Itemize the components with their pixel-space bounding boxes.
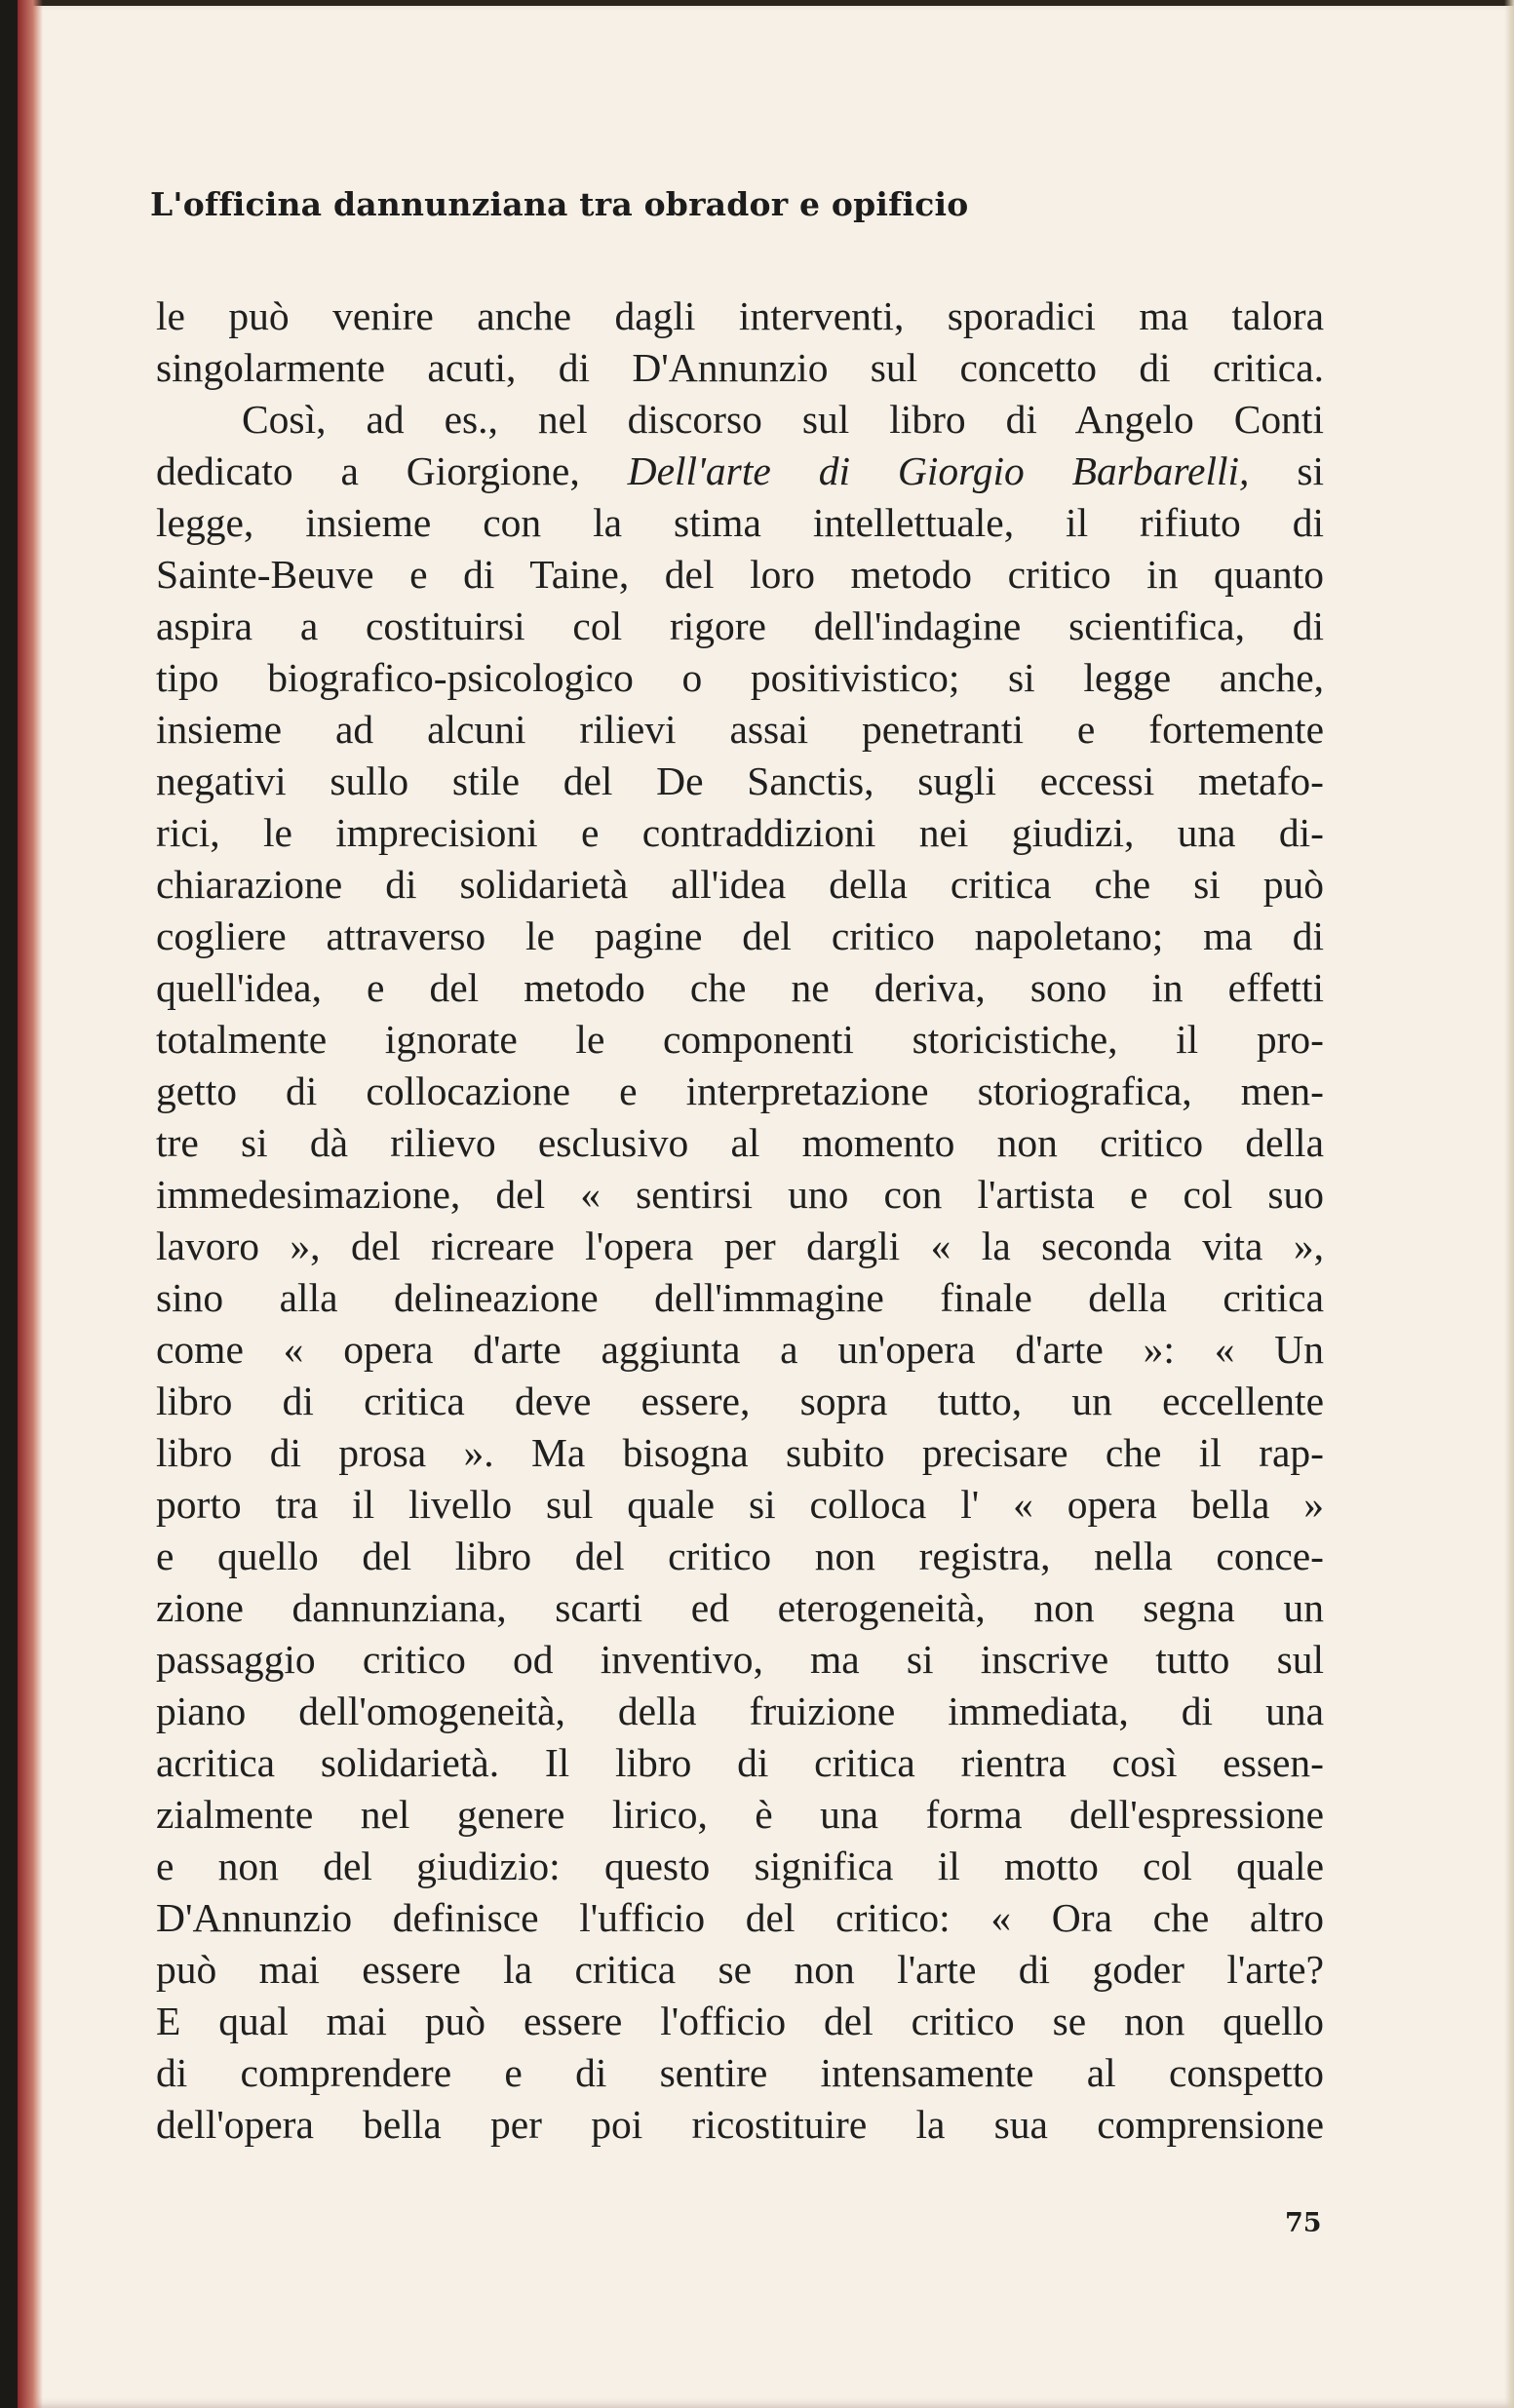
- text-line: quell'idea, e del metodo che ne deriva, sono in effetti: [156, 965, 1324, 1010]
- text-line: singolarmente acuti, di D'Annunzio sul concetto di critica.: [156, 345, 1324, 390]
- text-line: libro di prosa ». Ma bisogna subito precisare che il rap-: [156, 1430, 1324, 1475]
- text-line: aspira a costituirsi col rigore dell'indagine scientifica, di: [156, 603, 1324, 648]
- text-line: tre si dà rilievo esclusivo al momento non critico della: [156, 1120, 1324, 1165]
- text-line-with-title: dedicato a Giorgione, Dell'arte di Giorgio Barbarelli, si: [156, 448, 1325, 493]
- text-line: totalmente ignorate le componenti storicistiche, il pro-: [156, 1017, 1324, 1062]
- text-line: immedesimazione, del « sentirsi uno con l'artista e col suo: [156, 1172, 1324, 1217]
- body-paragraph: [156, 291, 1324, 2151]
- book-title: Dell'arte di Giorgio Barbarelli,: [627, 448, 1250, 493]
- text-line: negativi sullo stile del De Sanctis, sugli eccessi metafo-: [156, 758, 1324, 803]
- text-line: di comprendere e di sentire intensamente al conspetto: [156, 2050, 1324, 2095]
- page-number: 75: [1285, 2208, 1322, 2238]
- text-line: getto di collocazione e interpretazione storiografica, men-: [156, 1068, 1324, 1113]
- text-line: rici, le imprecisioni e contraddizioni nei giudizi, una di-: [156, 810, 1324, 855]
- text-line: D'Annunzio definisce l'ufficio del critico: « Ora che altro: [156, 1895, 1324, 1940]
- text-line: Sainte-Beuve e di Taine, del loro metodo critico in quanto: [156, 552, 1324, 597]
- book-page: [18, 0, 1514, 2408]
- text-line: acritica solidarietà. Il libro di critica rientra così essen-: [156, 1740, 1324, 1785]
- text-line: passaggio critico od inventivo, ma si inscrive tutto sul: [156, 1637, 1324, 1682]
- text-line: E qual mai può essere l'officio del critico se non quello: [156, 1999, 1324, 2043]
- text-line: come « opera d'arte aggiunta a un'opera d'arte »: « Un: [156, 1327, 1324, 1372]
- top-edge-rule: [18, 0, 1514, 6]
- page-binding-edge: [18, 0, 43, 2408]
- text-line: libro di critica deve essere, sopra tutto, un eccellente: [156, 1379, 1324, 1423]
- text-line: e non del giudizio: questo significa il motto col quale: [156, 1844, 1324, 1888]
- text-line: zione dannunziana, scarti ed eterogeneità, non segna un: [156, 1585, 1324, 1630]
- text-line: le può venire anche dagli interventi, sporadici ma talora: [156, 293, 1324, 338]
- text-line: tipo biografico-psicologico o positivistico; si legge anche,: [156, 655, 1324, 700]
- text-line: chiarazione di solidarietà all'idea della critica che si può: [156, 862, 1324, 907]
- text-line: cogliere attraverso le pagine del critico napoletano; ma di: [156, 913, 1324, 958]
- text-line: può mai essere la critica se non l'arte di goder l'arte?: [156, 1947, 1324, 1992]
- text-line: porto tra il livello sul quale si colloca l' « opera bella »: [156, 1482, 1324, 1527]
- text-line: lavoro », del ricreare l'opera per dargli « la seconda vita »,: [156, 1223, 1324, 1268]
- text-line: e quello del libro del critico non registra, nella conce-: [156, 1534, 1324, 1578]
- text-line: piano dell'omogeneità, della fruizione immediata, di una: [156, 1689, 1324, 1733]
- text-line: dell'opera bella per poi ricostituire la sua comprensione: [156, 2102, 1324, 2147]
- text-line: Così, ad es., nel discorso sul libro di Angelo Conti: [242, 397, 1324, 442]
- text-line: insieme ad alcuni rilievi assai penetranti e fortemente: [156, 707, 1324, 752]
- page-outer-edge: [1504, 0, 1514, 2408]
- text-line: sino alla delineazione dell'immagine finale della critica: [156, 1275, 1324, 1320]
- text-line: legge, insieme con la stima intellettuale, il rifiuto di: [156, 500, 1324, 545]
- text-line: zialmente nel genere lirico, è una forma dell'espressione: [156, 1792, 1324, 1837]
- running-head: L'officina dannunziana tra obrador e opificio: [150, 185, 969, 223]
